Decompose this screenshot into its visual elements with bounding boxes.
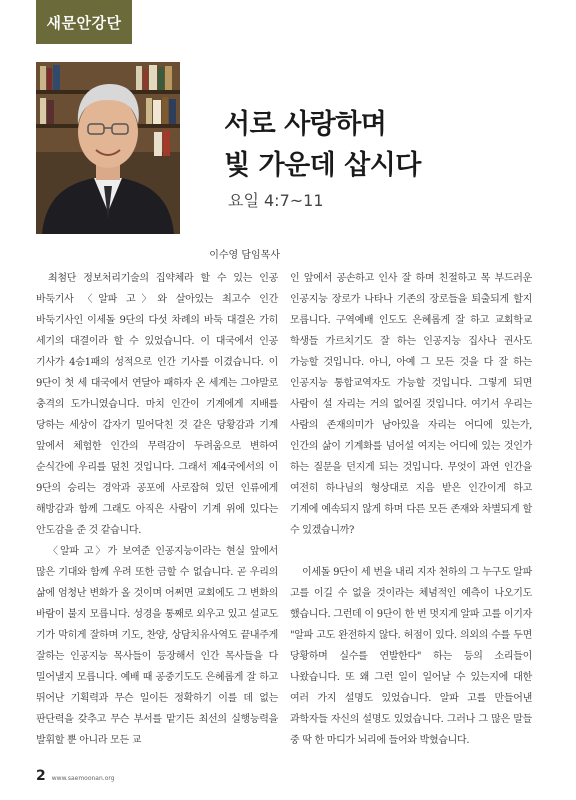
page-footer — [36, 768, 115, 784]
sermon-title — [224, 104, 421, 186]
pastor-photo — [36, 62, 180, 234]
pastor-byline: 이수영 담임목사 — [209, 250, 280, 261]
sermon-title-line1: 서로 사랑하며 — [224, 109, 387, 140]
body-column-left — [36, 268, 278, 751]
paragraph: 〈알파 고〉가 보여준 인공지능이라는 현실 앞에서 많은 기대와 함께 우려 또한 금할 수 없습니다. 곧 우리의 삶에 엄청난 변화가 올 것이며 어쩌면 교회에도 그 변화의 바람이 불지 모릅니다. 성경을 통째로 외우고 있고 설교도 기가 막히게 잘하며 기도, 찬양, 상담치유사역도 끝내주게 잘하는 인공지능 목사들이 등장해서 인간 목사들을 다 밀어낼지 모릅니다. 예배 때 공중기도도 은혜롭게 잘 하고 뛰어난 기획력과 무슨 일이든 정확하기 이를 데 없는 판단력을 갖추고 무슨 부서를 맡기든 최선의 실행능력을 발휘할 뿐 아니라 모든 교 — [36, 546, 278, 746]
paragraph: 이세돌 9단이 세 번을 내리 지자 천하의 그 누구도 알파 고를 이길 수 없을 것이라는 체념적인 예측이 나오기도 했습니다. 그런데 이 9단이 한 번 멋지게 알파 고를 이기자 "알파 고도 완전하지 않다. 허점이 있다. 의외의 수를 두면 당황하며 실수를 연발한다" 하는 등의 소리들이 나왔습니다. 또 왜 그런 일이 일어날 수 있는지에 대한 여러 가지 설명도 있었습니다. 알파 고를 만들어낸 과학자들 자신의 설명도 있었습니다. 그러나 그 많은 말들 중 딱 한 마디가 뇌리에 들어와 박혔습니다. — [290, 567, 532, 746]
section-label: 새문안강단 — [36, 0, 132, 44]
scripture-reference: 요일 4:7~11 — [228, 191, 324, 210]
sermon-title-line2: 빛 가운데 삽시다 — [224, 150, 421, 181]
site-url: www.saemoonan.org — [51, 775, 115, 782]
body-column-right — [290, 268, 532, 751]
paragraph: 인 앞에서 공손하고 인사 잘 하며 친절하고 목 부드러운 인공지능 장로가 나타나 기존의 장로들을 퇴출되게 할지 모릅니다. 구역예배 인도도 은혜롭게 잘 하고 교회학교 학생들 가르치기도 잘 하는 인공지능 집사나 권사도 가능할 것입니다. 아니, 아예 그 모든 것을 다 잘 하는 인공지능 통합교역자도 가능할 것입니다. 그렇게 되면 사람이 설 자리는 거의 없어질 것입니다. 여기서 우리는 사람의 존재의미가 남아있을 자리는 어디에 있는가, 인간의 삶이 기계화를 넘어설 여지는 어디에 있는 것인가 하는 질문을 던지게 되는 것입니다. 무엇이 과연 인간을 여전히 하나님의 형상대로 지음 받은 인간이게 하고 기계에 예속되지 않게 하며 다른 모든 존재와 차별되게 할 수 있겠습니까? — [290, 273, 532, 536]
pastor-portrait-image — [36, 62, 180, 234]
page-number: 2 — [36, 768, 46, 784]
paragraph: 최첨단 정보처리기술의 집약체라 할 수 있는 인공 바둑기사 〈알파 고〉와 살아있는 최고수 인간 바둑기사인 이세돌 9단의 다섯 차례의 바둑 대결은 가히 세기의 대결이라 할 수 있었습니다. 이 대국에서 인공 기사가 4승1패의 성적으로 인간 기사를 이겼습니다. 이 9단이 첫 세 대국에서 연달아 패하자 온 세계는 그야말로 충격의 도가니였습니다. 마치 인간이 기계에게 지배를 당하는 세상이 갑자기 밀어닥친 것 같은 당황감과 기계 앞에서 체험한 인간의 무력감이 두려움으로 변하여 순식간에 우리를 덮친 것입니다. 그래서 제4국에서의 이 9단의 승리는 경악과 공포에 사로잡혀 있던 인류에게 해방감과 함께 그래도 아직은 사람이 기계 위에 있다는 안도감을 준 것 같습니다. — [36, 273, 278, 536]
